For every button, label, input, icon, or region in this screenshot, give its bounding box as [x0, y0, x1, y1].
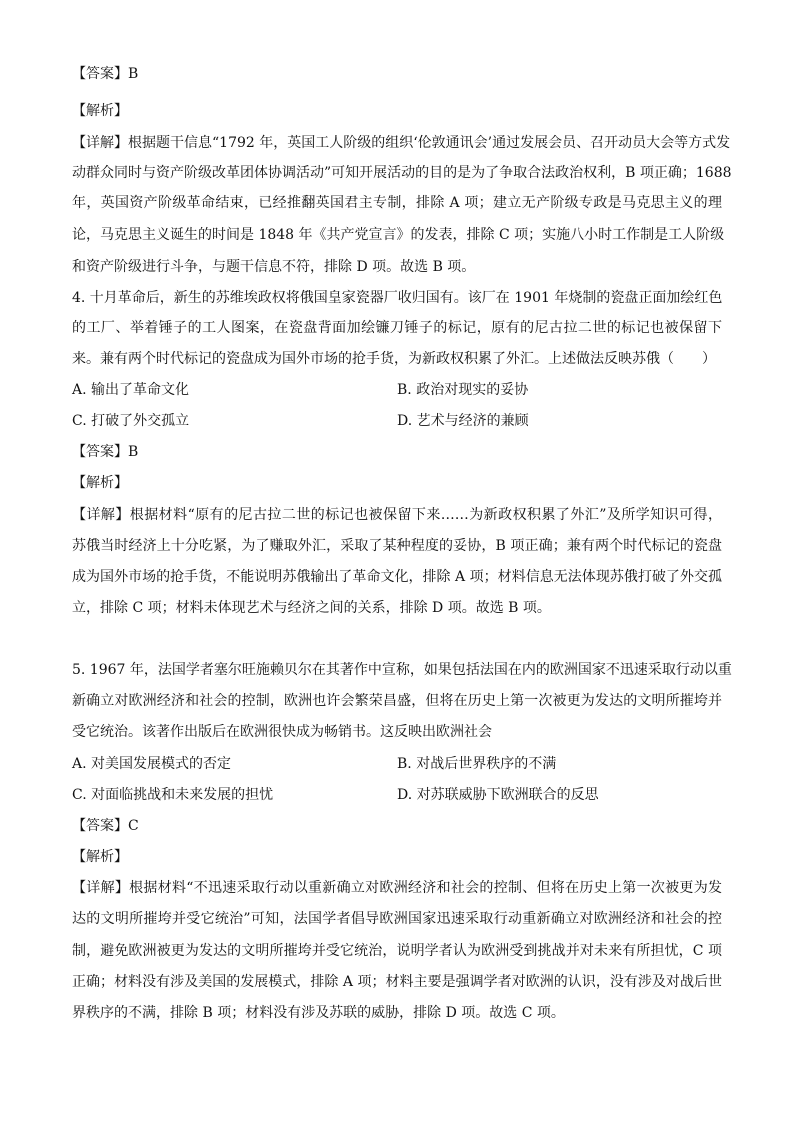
q5-detail-line: 正确；材料没有涉及美国的发展模式，排除 A 项；材料主要是强调学者对欧洲的认识，没有涉及对战后世	[72, 974, 722, 990]
q5-detail-line: 界秩序的不满，排除 B 项；材料没有涉及苏联的威胁，排除 D 项。故选 C 项。	[72, 1005, 565, 1021]
q4-option-c: C. 打破了外交孤立	[72, 413, 190, 429]
q4-analysis-heading: 【解析】	[72, 475, 128, 491]
q4-answer: 【答案】B	[72, 444, 139, 460]
q3-detail-line: 论，马克思主义诞生的时间是 1848 年《共产党宣言》的发表，排除 C 项；实施八小时工作制是工人阶级	[72, 227, 725, 243]
q4-option-a: A. 输出了革命文化	[72, 382, 190, 398]
q4-stem-line: 来。兼有两个时代标记的瓷盘成为国外市场的抢手货，为新政权积累了外汇。上述做法反映苏俄（ ）	[72, 351, 716, 367]
q5-answer: 【答案】C	[72, 818, 139, 834]
q5-option-b: B. 对战后世界秩序的不满	[397, 756, 557, 772]
q4-detail-line: 苏俄当时经济上十分吃紧，为了赚取外汇，采取了某种程度的妥协，B 项正确；兼有两个时代标记的瓷盘	[72, 538, 722, 554]
q5-option-a: A. 对美国发展模式的否定	[72, 756, 232, 772]
q5-analysis-heading: 【解析】	[72, 849, 128, 865]
q4-detail-line: 立，排除 C 项；材料未体现艺术与经济之间的关系，排除 D 项。故选 B 项。	[72, 600, 551, 616]
q4-stem-line: 的工厂、举着锤子的工人图案，在瓷盘背面加绘镰刀锤子的标记，原有的尼古拉二世的标记也被保留下	[72, 320, 722, 336]
q3-detail-line: 年，英国资产阶级革命结束，已经推翻英国君主专制，排除 A 项；建立无产阶级专政是马克思主义的理	[72, 195, 722, 211]
q5-option-c: C. 对面临挑战和未来发展的担忧	[72, 787, 274, 803]
q5-option-d: D. 对苏联威胁下欧洲联合的反思	[397, 787, 599, 803]
q4-option-d: D. 艺术与经济的兼顾	[397, 413, 529, 429]
q5-stem-line: 5. 1967 年，法国学者塞尔旺施赖贝尔在其著作中宣称，如果包括法国在内的欧洲国家不迅速采取行动以重	[72, 662, 732, 678]
q4-detail-line: 【详解】根据材料“原有的尼古拉二世的标记也被保留下来……为新政权积累了外汇”及所学知识可得，	[72, 507, 722, 523]
q3-analysis-heading: 【解析】	[72, 103, 128, 119]
q3-detail-line: 【详解】根据题干信息“1792 年，英国工人阶级的组织‘伦敦通讯会’通过发展会员、召开动员大会等方式发	[72, 135, 731, 151]
q5-detail-line: 达的文明所摧垮并受它统治”可知，法国学者倡导欧洲国家迅速采取行动重新确立对欧洲经济和社会的控	[72, 911, 722, 927]
q5-detail-line: 【详解】根据材料“不迅速采取行动以重新确立对欧洲经济和社会的控制、但将在历史上第一次被更为发	[72, 880, 722, 896]
q5-stem-line: 新确立对欧洲经济和社会的控制，欧洲也许会繁荣昌盛，但将在历史上第一次被更为发达的文明所摧垮并	[72, 693, 722, 709]
q4-stem-line: 4. 十月革命后，新生的苏维埃政权将俄国皇家瓷器厂收归国有。该厂在 1901 年烧制的瓷盘正面加绘红色	[72, 290, 723, 306]
q4-detail-line: 成为国外市场的抢手货，不能说明苏俄输出了革命文化，排除 A 项；材料信息无法体现苏俄打破了外交孤	[72, 569, 722, 585]
q5-detail-line: 制，避免欧洲被更为发达的文明所摧垮并受它统治，说明学者认为欧洲受到挑战并对未来有所担忧，C 项	[72, 943, 722, 959]
q5-stem-line: 受它统治。该著作出版后在欧洲很快成为畅销书。这反映出欧洲社会	[72, 724, 492, 740]
q3-detail-line: 动群众同时与资产阶级改革团体协调活动”可知开展活动的目的是为了争取合法政治权利，B 项正确；1688	[72, 165, 732, 181]
q4-option-b: B. 政治对现实的妥协	[397, 382, 529, 398]
q3-detail-line: 和资产阶级进行斗争，与题干信息不符，排除 D 项。故选 B 项。	[72, 259, 476, 275]
q3-answer: 【答案】B	[72, 66, 139, 82]
